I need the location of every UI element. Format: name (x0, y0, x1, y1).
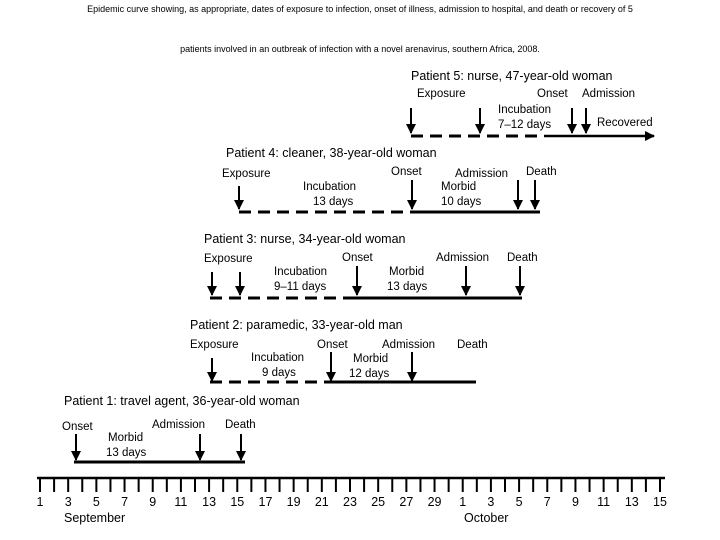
october-day-label: 3 (487, 495, 495, 509)
patient-4-death-label: Death (526, 166, 557, 178)
patient-2-death-label: Death (457, 339, 488, 351)
patient-2-admission-label: Admission (382, 339, 436, 351)
time-axis-day-labels (37, 495, 667, 509)
patient-4-morbid-label: Morbid (441, 181, 477, 193)
patient-2-incubation-label: Incubation (251, 352, 305, 364)
patient-4-title: Patient 4: cleaner, 38-year-old woman (226, 146, 437, 160)
october-day-label: 7 (543, 495, 551, 509)
patient-4-onset-label: Onset (391, 166, 422, 178)
patient-1-morbid-label: Morbid (108, 432, 144, 444)
patient-3-onset-label: Onset (342, 252, 373, 264)
patient-4-exposure-label: Exposure (222, 168, 271, 180)
patient-3-group (204, 232, 538, 298)
september-day-label: 3 (64, 495, 72, 509)
september-day-label: 9 (149, 495, 157, 509)
patient-5-incubation-label: Incubation (498, 104, 552, 116)
patient-3-exposure-label: Exposure (204, 253, 253, 265)
patient-5-recovered-label: Recovered (597, 117, 653, 129)
time-axis-ticks (40, 478, 660, 492)
october-day-label: 5 (515, 495, 523, 509)
patient-3-morbid-label: Morbid (389, 266, 425, 278)
month-label-october: October (464, 511, 509, 525)
september-day-label: 5 (92, 495, 100, 509)
patient-4-incubation-days-label: 13 days (313, 196, 354, 208)
patient-5-admission-label: Admission (582, 88, 636, 100)
october-day-label: 9 (571, 495, 579, 509)
september-day-label: 17 (258, 495, 273, 509)
patient-1-morbid-days-label: 13 days (106, 447, 147, 459)
patient-1-onset-label: Onset (62, 421, 93, 433)
time-axis (37, 478, 667, 525)
patient-2-onset-label: Onset (317, 339, 348, 351)
patient-5-exposure-label: Exposure (417, 88, 466, 100)
september-day-label: 7 (121, 495, 129, 509)
september-day-label: 29 (427, 495, 442, 509)
figure-caption-line-2: patients involved in an outbreak of infection with a novel arenavirus, southern Africa, 2008. (180, 44, 540, 54)
september-day-label: 25 (371, 495, 386, 509)
patient-4-morbid-days-label: 10 days (441, 196, 482, 208)
patient-2-incubation-days-label: 9 days (262, 367, 296, 379)
patient-3-title: Patient 3: nurse, 34-year-old woman (204, 232, 406, 246)
patient-4-admission-label: Admission (455, 168, 509, 180)
september-day-label: 1 (36, 495, 44, 509)
patient-5-incubation-days-label: 7–12 days (498, 119, 552, 131)
patient-1-admission-label: Admission (152, 419, 206, 431)
patient-5-group (411, 69, 654, 136)
patient-5-title: Patient 5: nurse, 47-year-old woman (411, 69, 613, 83)
patient-2-morbid-label: Morbid (353, 353, 389, 365)
figure-caption-line-1: Epidemic curve showing, as appropriate, dates of exposure to infection, onset of illness, admission to hospital, and death or recovery of 5 (87, 4, 633, 14)
october-day-label: 13 (624, 495, 639, 509)
patient-1-title: Patient 1: travel agent, 36-year-old woman (64, 394, 300, 408)
patient-2-morbid-days-label: 12 days (349, 368, 390, 380)
patient-5-onset-label: Onset (537, 88, 568, 100)
month-label-september: September (64, 511, 126, 525)
september-day-label: 13 (202, 495, 217, 509)
september-day-label: 19 (286, 495, 301, 509)
patient-2-group (190, 318, 488, 382)
patient-2-title: Patient 2: paramedic, 33-year-old man (190, 318, 403, 332)
september-day-label: 21 (314, 495, 329, 509)
patient-1-death-label: Death (225, 419, 256, 431)
patient-4-incubation-label: Incubation (303, 181, 357, 193)
patient-2-exposure-label: Exposure (190, 339, 239, 351)
patient-4-group (222, 146, 557, 212)
october-day-label: 11 (597, 495, 611, 509)
october-day-label: 1 (459, 495, 467, 509)
patient-3-incubation-days-label: 9–11 days (274, 281, 327, 293)
october-day-label: 15 (653, 495, 667, 509)
patient-3-admission-label: Admission (436, 252, 490, 264)
patient-3-incubation-label: Incubation (274, 266, 328, 278)
patient-1-group (62, 394, 300, 462)
september-day-label: 23 (343, 495, 357, 509)
september-day-label: 27 (399, 495, 414, 509)
patient-3-morbid-days-label: 13 days (387, 281, 428, 293)
patient-3-death-label: Death (507, 252, 538, 264)
september-day-label: 11 (174, 495, 188, 509)
september-day-label: 15 (230, 495, 245, 509)
